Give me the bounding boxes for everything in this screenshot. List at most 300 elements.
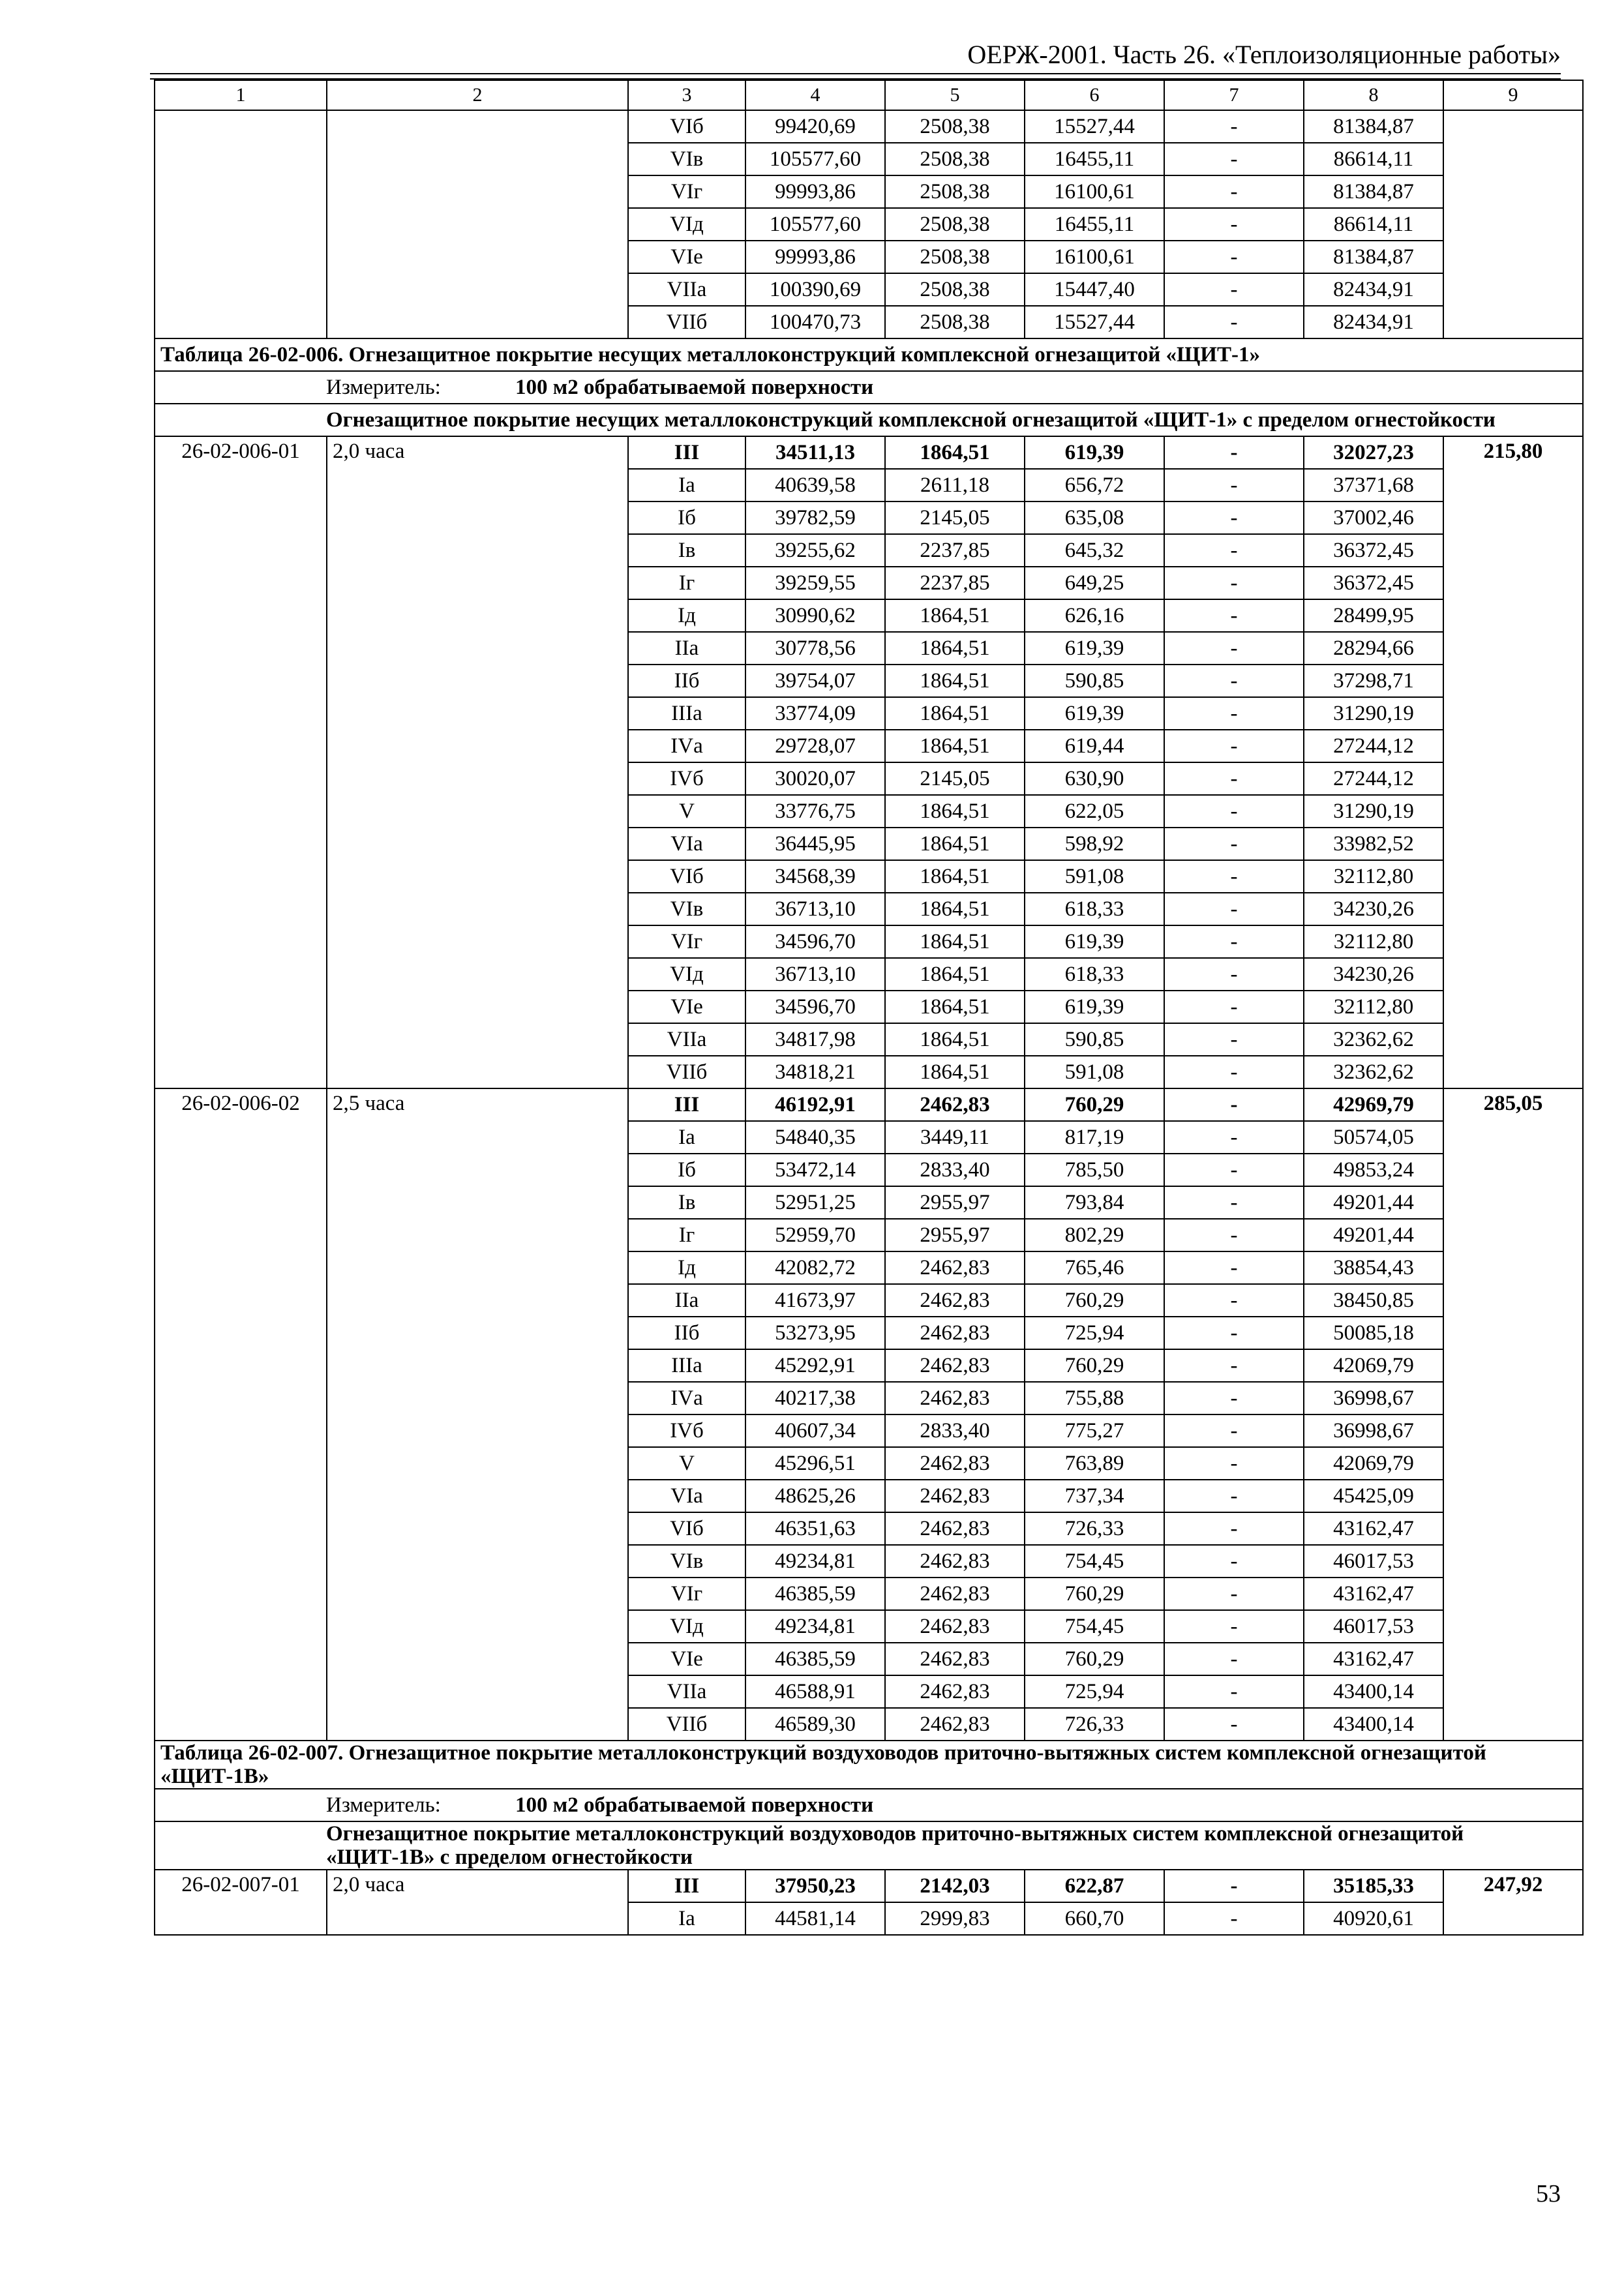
value-cell: 763,89 [1025,1447,1164,1480]
value-cell: 645,32 [1025,534,1164,567]
value-cell: 619,39 [1025,925,1164,958]
value-cell: 34230,26 [1304,958,1443,991]
zone-cell: Iб [628,501,745,534]
zone-cell: VIд [628,208,745,241]
value-cell: 43400,14 [1304,1708,1443,1741]
value-cell: 86614,11 [1304,143,1443,175]
value-cell: - [1164,1447,1304,1480]
zone-cell: VIIа [628,1023,745,1056]
value-cell: 760,29 [1025,1349,1164,1382]
value-cell: - [1164,241,1304,273]
value-cell: 1864,51 [885,795,1025,828]
table-row [155,436,1583,469]
value-cell: 2462,83 [885,1317,1025,1349]
value-cell: 86614,11 [1304,208,1443,241]
value-cell: 760,29 [1025,1643,1164,1675]
value-cell: 1864,51 [885,925,1025,958]
value-cell: 40639,58 [745,469,885,501]
zone-cell: IIIа [628,1349,745,1382]
measure-cell [155,371,1583,404]
value-cell: 765,46 [1025,1251,1164,1284]
value-cell: 105577,60 [745,143,885,175]
value-cell: 754,45 [1025,1545,1164,1578]
labor-cell: 285,05 [1443,1088,1583,1741]
zone-cell: VIд [628,958,745,991]
value-cell: 33776,75 [745,795,885,828]
value-cell: - [1164,1382,1304,1414]
code-cell [155,110,327,338]
value-cell: 2462,83 [885,1675,1025,1708]
value-cell: 619,39 [1025,991,1164,1023]
value-cell: - [1164,1870,1304,1902]
value-cell: 40217,38 [745,1382,885,1414]
value-cell: 52951,25 [745,1186,885,1219]
value-cell: 2462,83 [885,1088,1025,1121]
value-cell: 1864,51 [885,860,1025,893]
value-cell: 2999,83 [885,1902,1025,1935]
value-cell: - [1164,1219,1304,1251]
value-cell: 43162,47 [1304,1643,1443,1675]
measure-label: Измеритель: [326,1793,441,1817]
value-cell: 32112,80 [1304,991,1443,1023]
value-cell: 2508,38 [885,175,1025,208]
value-cell: 49201,44 [1304,1186,1443,1219]
value-cell: 2462,83 [885,1643,1025,1675]
value-cell: - [1164,501,1304,534]
value-cell: 2462,83 [885,1545,1025,1578]
measure-row [155,371,1583,404]
name-cell: 2,5 часа [327,1088,628,1741]
value-cell: 2508,38 [885,208,1025,241]
value-cell: - [1164,730,1304,762]
value-cell: 41673,97 [745,1284,885,1317]
zone-cell: Iа [628,1121,745,1154]
value-cell: 40920,61 [1304,1902,1443,1935]
value-cell: 598,92 [1025,828,1164,860]
value-cell: - [1164,893,1304,925]
value-cell: 590,85 [1025,665,1164,697]
value-cell: 46385,59 [745,1643,885,1675]
value-cell: 100470,73 [745,306,885,338]
value-cell: 16455,11 [1025,143,1164,175]
description-row [155,404,1583,436]
zone-cell: VIIа [628,273,745,306]
value-cell: 46385,59 [745,1578,885,1610]
table-title-row [155,338,1583,371]
value-cell: - [1164,697,1304,730]
value-cell: 81384,87 [1304,175,1443,208]
value-cell: 2955,97 [885,1186,1025,1219]
value-cell: 2955,97 [885,1219,1025,1251]
zone-cell: IIб [628,665,745,697]
value-cell: 725,94 [1025,1317,1164,1349]
value-cell: 50574,05 [1304,1121,1443,1154]
value-cell: 1864,51 [885,958,1025,991]
zone-cell: VIе [628,1643,745,1675]
value-cell: 793,84 [1025,1186,1164,1219]
value-cell: 2508,38 [885,273,1025,306]
table-row [155,1870,1583,1902]
column-number: 3 [628,80,745,110]
value-cell: 27244,12 [1304,762,1443,795]
value-cell: 618,33 [1025,958,1164,991]
zone-cell: IVб [628,1414,745,1447]
value-cell: 2462,83 [885,1447,1025,1480]
value-cell: - [1164,175,1304,208]
value-cell: 656,72 [1025,469,1164,501]
value-cell: 48625,26 [745,1480,885,1512]
table-title: Таблица 26-02-006. Огнезащитное покрытие несущих металлоконструкций комплексной огнезащитой «ЩИТ-1» [155,338,1583,371]
value-cell: 36713,10 [745,958,885,991]
value-cell: 2611,18 [885,469,1025,501]
value-cell: 622,87 [1025,1870,1164,1902]
labor-cell [1443,110,1583,338]
value-cell: 1864,51 [885,436,1025,469]
value-cell: 635,08 [1025,501,1164,534]
column-number: 1 [155,80,327,110]
value-cell: 619,44 [1025,730,1164,762]
value-cell: - [1164,1121,1304,1154]
value-cell: - [1164,306,1304,338]
measure-cell [155,1789,1583,1821]
name-cell [327,110,628,338]
value-cell: 2833,40 [885,1154,1025,1186]
value-cell: - [1164,665,1304,697]
column-number: 7 [1164,80,1304,110]
value-cell: 36445,95 [745,828,885,860]
value-cell: - [1164,1317,1304,1349]
value-cell: 1864,51 [885,991,1025,1023]
value-cell: 2145,05 [885,501,1025,534]
value-cell: 44581,14 [745,1902,885,1935]
zone-cell: VIв [628,893,745,925]
zone-cell: VIб [628,1512,745,1545]
column-number-row [155,80,1583,110]
table-row [155,110,1583,143]
value-cell: - [1164,534,1304,567]
value-cell: - [1164,1708,1304,1741]
value-cell: - [1164,1512,1304,1545]
value-cell: 49234,81 [745,1610,885,1643]
value-cell: 34817,98 [745,1023,885,1056]
header-rule [150,73,1561,80]
value-cell: 591,08 [1025,860,1164,893]
zone-cell: Iд [628,599,745,632]
value-cell: 45296,51 [745,1447,885,1480]
value-cell: 726,33 [1025,1708,1164,1741]
value-cell: 2462,83 [885,1708,1025,1741]
value-cell: - [1164,828,1304,860]
value-cell: 760,29 [1025,1088,1164,1121]
value-cell: 2508,38 [885,241,1025,273]
value-cell: 590,85 [1025,1023,1164,1056]
value-cell: 100390,69 [745,273,885,306]
value-cell: 105577,60 [745,208,885,241]
labor-cell: 215,80 [1443,436,1583,1088]
value-cell: 46017,53 [1304,1610,1443,1643]
value-cell: - [1164,143,1304,175]
value-cell: 34568,39 [745,860,885,893]
value-cell: 649,25 [1025,567,1164,599]
value-cell: 15527,44 [1025,110,1164,143]
value-cell: - [1164,1349,1304,1382]
running-header: ОЕРЖ-2001. Часть 26. «Теплоизоляционные работы» [967,40,1561,69]
code-cell: 26-02-007-01 [155,1870,327,1935]
value-cell: 37298,71 [1304,665,1443,697]
value-cell: 2462,83 [885,1349,1025,1382]
value-cell: - [1164,1610,1304,1643]
value-cell: 81384,87 [1304,110,1443,143]
value-cell: 2462,83 [885,1251,1025,1284]
value-cell: 2462,83 [885,1382,1025,1414]
column-number: 5 [885,80,1025,110]
value-cell: 1864,51 [885,730,1025,762]
value-cell: - [1164,110,1304,143]
value-cell: 817,19 [1025,1121,1164,1154]
value-cell: - [1164,1578,1304,1610]
value-cell: 1864,51 [885,1023,1025,1056]
value-cell: 760,29 [1025,1284,1164,1317]
value-cell: 37371,68 [1304,469,1443,501]
value-cell: - [1164,1414,1304,1447]
value-cell: 99993,86 [745,241,885,273]
value-cell: 42069,79 [1304,1447,1443,1480]
value-cell: 16100,61 [1025,241,1164,273]
value-cell: 1864,51 [885,893,1025,925]
zone-cell: VIг [628,175,745,208]
value-cell: 2833,40 [885,1414,1025,1447]
table-body [155,80,1583,1935]
zone-cell: VIIа [628,1675,745,1708]
value-cell: 38450,85 [1304,1284,1443,1317]
description: Огнезащитное покрытие несущих металлоконструкций комплексной огнезащитой «ЩИТ-1» с пределом огнестойкости [155,404,1583,436]
zone-cell: IVа [628,1382,745,1414]
value-cell: 2508,38 [885,143,1025,175]
zone-cell: VIг [628,925,745,958]
zone-cell: VIд [628,1610,745,1643]
value-cell: 42069,79 [1304,1349,1443,1382]
value-cell: 3449,11 [885,1121,1025,1154]
value-cell: - [1164,1088,1304,1121]
value-cell: 53472,14 [745,1154,885,1186]
value-cell: 39754,07 [745,665,885,697]
value-cell: 1864,51 [885,665,1025,697]
value-cell: 1864,51 [885,828,1025,860]
column-number: 6 [1025,80,1164,110]
value-cell: - [1164,860,1304,893]
value-cell: - [1164,567,1304,599]
value-cell: 2462,83 [885,1284,1025,1317]
value-cell: 726,33 [1025,1512,1164,1545]
zone-cell: VIIб [628,306,745,338]
labor-cell: 247,92 [1443,1870,1583,1935]
value-cell: 43162,47 [1304,1512,1443,1545]
value-cell: 34818,21 [745,1056,885,1088]
table-title: Таблица 26-02-007. Огнезащитное покрытие металлоконструкций воздуховодов приточно-вытяжных систем комплексной огнезащитой «ЩИТ-1В» [155,1741,1583,1789]
value-cell: 754,45 [1025,1610,1164,1643]
value-cell: 46351,63 [745,1512,885,1545]
value-cell: - [1164,1186,1304,1219]
value-cell: 630,90 [1025,762,1164,795]
value-cell: - [1164,1902,1304,1935]
value-cell: 27244,12 [1304,730,1443,762]
zone-cell: III [628,1088,745,1121]
value-cell: - [1164,795,1304,828]
value-cell: 82434,91 [1304,306,1443,338]
value-cell: 2237,85 [885,567,1025,599]
value-cell: 2462,83 [885,1610,1025,1643]
value-cell: 31290,19 [1304,795,1443,828]
zone-cell: Iв [628,1186,745,1219]
value-cell: 2462,83 [885,1512,1025,1545]
value-cell: 99420,69 [745,110,885,143]
value-cell: 32362,62 [1304,1056,1443,1088]
value-cell: 1864,51 [885,599,1025,632]
value-cell: 32362,62 [1304,1023,1443,1056]
value-cell: - [1164,1056,1304,1088]
measure-row [155,1789,1583,1821]
zone-cell: V [628,1447,745,1480]
value-cell: 619,39 [1025,632,1164,665]
value-cell: 2237,85 [885,534,1025,567]
zone-cell: V [628,795,745,828]
value-cell: - [1164,469,1304,501]
value-cell: 53273,95 [745,1317,885,1349]
value-cell: 82434,91 [1304,273,1443,306]
value-cell: 54840,35 [745,1121,885,1154]
value-cell: 34596,70 [745,991,885,1023]
zone-cell: IIIа [628,697,745,730]
value-cell: - [1164,208,1304,241]
measure-value: 100 м2 обрабатываемой поверхности [515,376,874,399]
zone-cell: IIа [628,1284,745,1317]
rates-table [154,80,1584,1936]
value-cell: 1864,51 [885,697,1025,730]
value-cell: 50085,18 [1304,1317,1443,1349]
zone-cell: Iа [628,469,745,501]
value-cell: 29728,07 [745,730,885,762]
value-cell: 40607,34 [745,1414,885,1447]
value-cell: 785,50 [1025,1154,1164,1186]
value-cell: - [1164,1643,1304,1675]
description-row [155,1821,1583,1870]
value-cell: - [1164,273,1304,306]
value-cell: 2145,05 [885,762,1025,795]
value-cell: 39782,59 [745,501,885,534]
value-cell: 32112,80 [1304,860,1443,893]
zone-cell: VIг [628,1578,745,1610]
value-cell: 626,16 [1025,599,1164,632]
value-cell: 618,33 [1025,893,1164,925]
zone-cell: III [628,436,745,469]
value-cell: 2462,83 [885,1480,1025,1512]
value-cell: 81384,87 [1304,241,1443,273]
value-cell: - [1164,958,1304,991]
value-cell: 39255,62 [745,534,885,567]
value-cell: 43400,14 [1304,1675,1443,1708]
zone-cell: IVа [628,730,745,762]
name-cell: 2,0 часа [327,436,628,1088]
value-cell: - [1164,925,1304,958]
value-cell: 775,27 [1025,1414,1164,1447]
column-number: 4 [745,80,885,110]
value-cell: 33774,09 [745,697,885,730]
value-cell: 37950,23 [745,1870,885,1902]
value-cell: 802,29 [1025,1219,1164,1251]
zone-cell: Iв [628,534,745,567]
value-cell: - [1164,762,1304,795]
value-cell: 28499,95 [1304,599,1443,632]
value-cell: 35185,33 [1304,1870,1443,1902]
zone-cell: Iд [628,1251,745,1284]
value-cell: 2508,38 [885,306,1025,338]
value-cell: - [1164,1545,1304,1578]
value-cell: 30020,07 [745,762,885,795]
measure-value: 100 м2 обрабатываемой поверхности [515,1793,874,1817]
value-cell: 737,34 [1025,1480,1164,1512]
value-cell: 33982,52 [1304,828,1443,860]
zone-cell: VIе [628,241,745,273]
value-cell: 2508,38 [885,110,1025,143]
column-number: 2 [327,80,628,110]
zone-cell: VIIб [628,1708,745,1741]
value-cell: 30778,56 [745,632,885,665]
value-cell: 16455,11 [1025,208,1164,241]
value-cell: 2462,83 [885,1578,1025,1610]
value-cell: 619,39 [1025,436,1164,469]
value-cell: - [1164,436,1304,469]
zone-cell: IIб [628,1317,745,1349]
value-cell: 36998,67 [1304,1414,1443,1447]
value-cell: 1864,51 [885,1056,1025,1088]
value-cell: 660,70 [1025,1902,1164,1935]
value-cell: 36372,45 [1304,534,1443,567]
value-cell: 32027,23 [1304,436,1443,469]
value-cell: 45292,91 [745,1349,885,1382]
value-cell: - [1164,991,1304,1023]
value-cell: 30990,62 [745,599,885,632]
value-cell: 591,08 [1025,1056,1164,1088]
zone-cell: Iб [628,1154,745,1186]
value-cell: 36372,45 [1304,567,1443,599]
name-cell: 2,0 часа [327,1870,628,1935]
table-row [155,1088,1583,1121]
value-cell: 38854,43 [1304,1251,1443,1284]
value-cell: 46017,53 [1304,1545,1443,1578]
value-cell: 36998,67 [1304,1382,1443,1414]
value-cell: 15447,40 [1025,273,1164,306]
value-cell: - [1164,1675,1304,1708]
zone-cell: Iг [628,567,745,599]
value-cell: 622,05 [1025,795,1164,828]
value-cell: 99993,86 [745,175,885,208]
zone-cell: VIа [628,828,745,860]
page-number: 53 [1536,2180,1561,2207]
value-cell: 760,29 [1025,1578,1164,1610]
value-cell: 16100,61 [1025,175,1164,208]
measure-label: Измеритель: [326,376,441,399]
value-cell: 42969,79 [1304,1088,1443,1121]
value-cell: 46588,91 [745,1675,885,1708]
value-cell: 1864,51 [885,632,1025,665]
zone-cell: VIIб [628,1056,745,1088]
value-cell: - [1164,599,1304,632]
table-title-row [155,1741,1583,1789]
code-cell: 26-02-006-02 [155,1088,327,1741]
value-cell: 619,39 [1025,697,1164,730]
zone-cell: IVб [628,762,745,795]
value-cell: 45425,09 [1304,1480,1443,1512]
